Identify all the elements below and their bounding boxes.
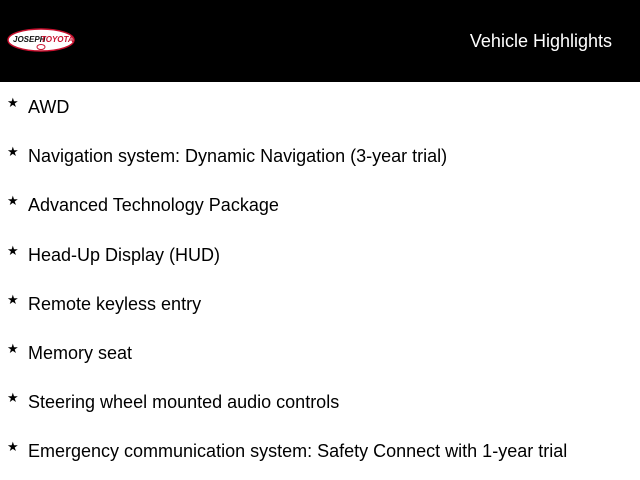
page-title: Vehicle Highlights xyxy=(469,31,612,51)
svg-text:JOSEPH: JOSEPH xyxy=(13,35,46,44)
list-item xyxy=(0,377,640,426)
highlight-label: Advanced Technology Package xyxy=(28,195,279,216)
highlight-label: Memory seat xyxy=(28,342,133,363)
list-item xyxy=(0,279,640,328)
svg-text:TOYOTA: TOYOTA xyxy=(41,35,74,44)
list-item xyxy=(0,328,640,377)
highlight-label: AWD xyxy=(28,97,70,117)
list-item xyxy=(0,230,640,279)
list-item xyxy=(0,426,640,475)
dealer-logo xyxy=(7,28,75,52)
highlight-label: Remote keyless entry xyxy=(28,293,202,314)
header-bar xyxy=(0,0,640,82)
star-icon: ★ xyxy=(7,390,19,406)
highlight-label: Navigation system: Dynamic Navigation (3-year trial) xyxy=(28,146,448,167)
list-item xyxy=(0,82,640,131)
list-item xyxy=(0,131,640,180)
star-icon: ★ xyxy=(7,291,19,307)
star-icon: ★ xyxy=(7,144,19,160)
highlight-label: Emergency communication system: Safety Connect with 1-year trial xyxy=(28,441,568,462)
star-icon: ★ xyxy=(7,95,19,110)
list-item xyxy=(0,180,640,229)
star-icon: ★ xyxy=(7,242,19,258)
highlights-list xyxy=(0,82,640,476)
star-icon: ★ xyxy=(7,340,19,356)
star-icon: ★ xyxy=(7,193,19,209)
highlight-label: Steering wheel mounted audio controls xyxy=(28,392,340,413)
highlight-label: Head-Up Display (HUD) xyxy=(28,244,221,265)
star-icon: ★ xyxy=(7,439,19,455)
